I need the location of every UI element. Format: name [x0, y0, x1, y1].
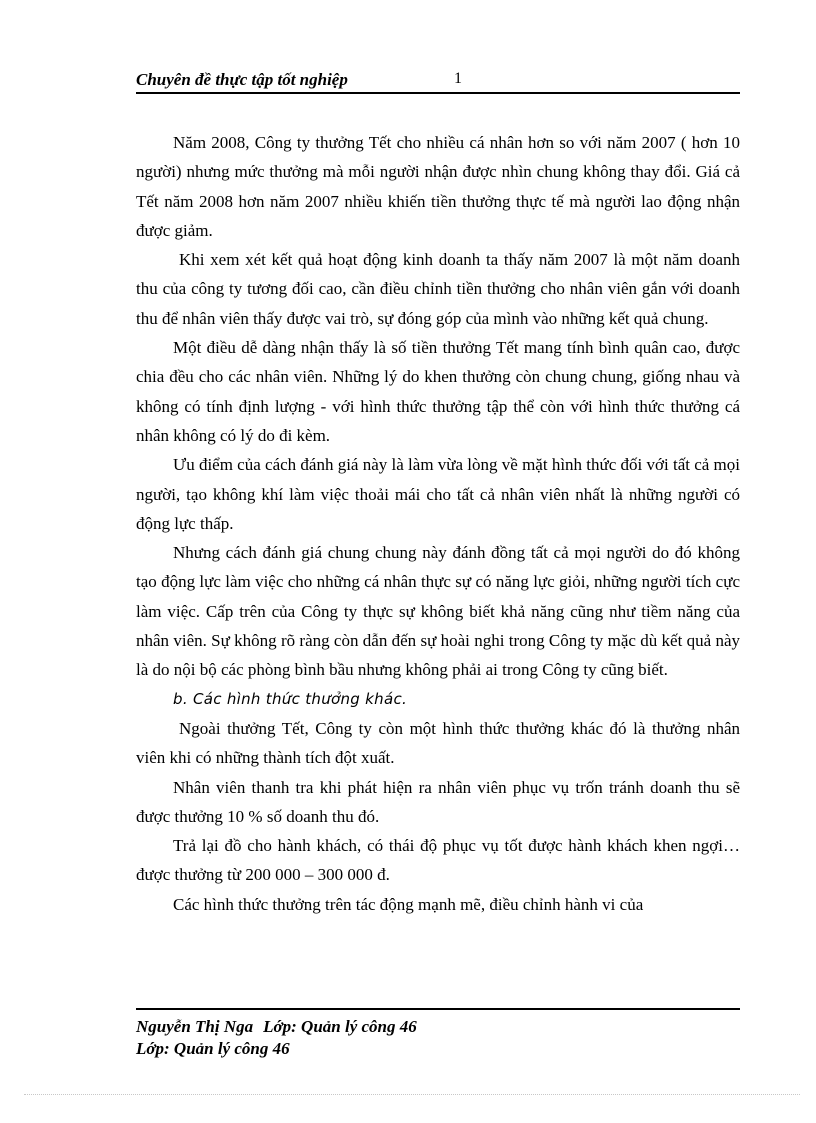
author-name: Nguyễn Thị Nga: [136, 1017, 254, 1036]
section-subheading: b. Các hình thức thưởng khác.: [173, 689, 408, 708]
footer-author-line: [136, 1016, 740, 1038]
paragraph: Nhân viên thanh tra khi phát hiện ra nhân viên phục vụ trốn tránh doanh thu sẽ được thưởng 10 % số doanh thu đó.: [136, 777, 740, 826]
paragraph: Các hình thức thưởng trên tác động mạnh mẽ, điều chỉnh hành vi của: [173, 894, 644, 914]
paragraph: Trả lại đồ cho hành khách, có thái độ phục vụ tốt được hành khách khen ngợi…được thưởng từ 200 000 – 300 000 đ.: [136, 836, 740, 885]
page-number: 1: [454, 70, 462, 87]
page-footer: [136, 1008, 740, 1060]
paragraph: Ngoài thưởng Tết, Công ty còn một hình thức thưởng khác đó là thưởng nhân viên khi có những thành tích đột xuất.: [136, 718, 740, 768]
page-boundary-divider: [24, 1094, 800, 1095]
page-header: [136, 66, 740, 94]
paragraph: Ưu điểm của cách đánh giá này là làm vừa lòng về mặt hình thức đối với tất cả mọi người, tạo không khí làm việc thoải mái cho tất cả nhân viên nhất là những người có động lực thấp.: [136, 455, 740, 533]
footer-class-inline: Lớp: Quản lý công 46: [263, 1017, 417, 1036]
paragraph: Khi xem xét kết quả hoạt động kinh doanh ta thấy năm 2007 là một năm doanh thu của công ty tương đối cao, cần điều chỉnh tiền thưởng cho nhân viên gắn với doanh thu để nhân viên thấy được vai trò, sự đóng góp của mình vào những kết quả chung.: [136, 250, 740, 328]
header-title: Chuyên đề thực tập tốt nghiệp: [136, 70, 348, 89]
paragraph: Năm 2008, Công ty thưởng Tết cho nhiều cá nhân hơn so với năm 2007 ( hơn 10 người) nhưng mức thưởng mà mỗi người nhận được nhìn chung không thay đổi. Giá cả Tết năm 2008 hơn năm 2007 nhiều khiến tiền thưởng thực tế mà người lao động nhận được giảm.: [136, 133, 740, 240]
document-body: [136, 128, 740, 919]
footer-class-line: Lớp: Quản lý công 46: [136, 1039, 290, 1058]
paragraph: Nhưng cách đánh giá chung chung này đánh đồng tất cả mọi người do đó không tạo động lực làm việc cho những cá nhân thực sự có năng lực giỏi, những người tích cực làm việc. Cấp trên của Công ty thực sự không biết khả năng cũng như tiềm năng của nhân viên. Sự không rõ ràng còn dẫn đến sự hoài nghi trong Công ty mặc dù kết quả này là do nội bộ các phòng bình bầu nhưng không phải ai trong Công ty cũng biết.: [136, 543, 740, 680]
paragraph: Một điều dễ dàng nhận thấy là số tiền thưởng Tết mang tính bình quân cao, được chia đều cho các nhân viên. Những lý do khen thưởng còn chung chung, giống nhau và không có tính định lượng - với hình thức thưởng tập thể còn với hình thức thưởng cá nhân không có lý do đi kèm.: [136, 338, 740, 445]
